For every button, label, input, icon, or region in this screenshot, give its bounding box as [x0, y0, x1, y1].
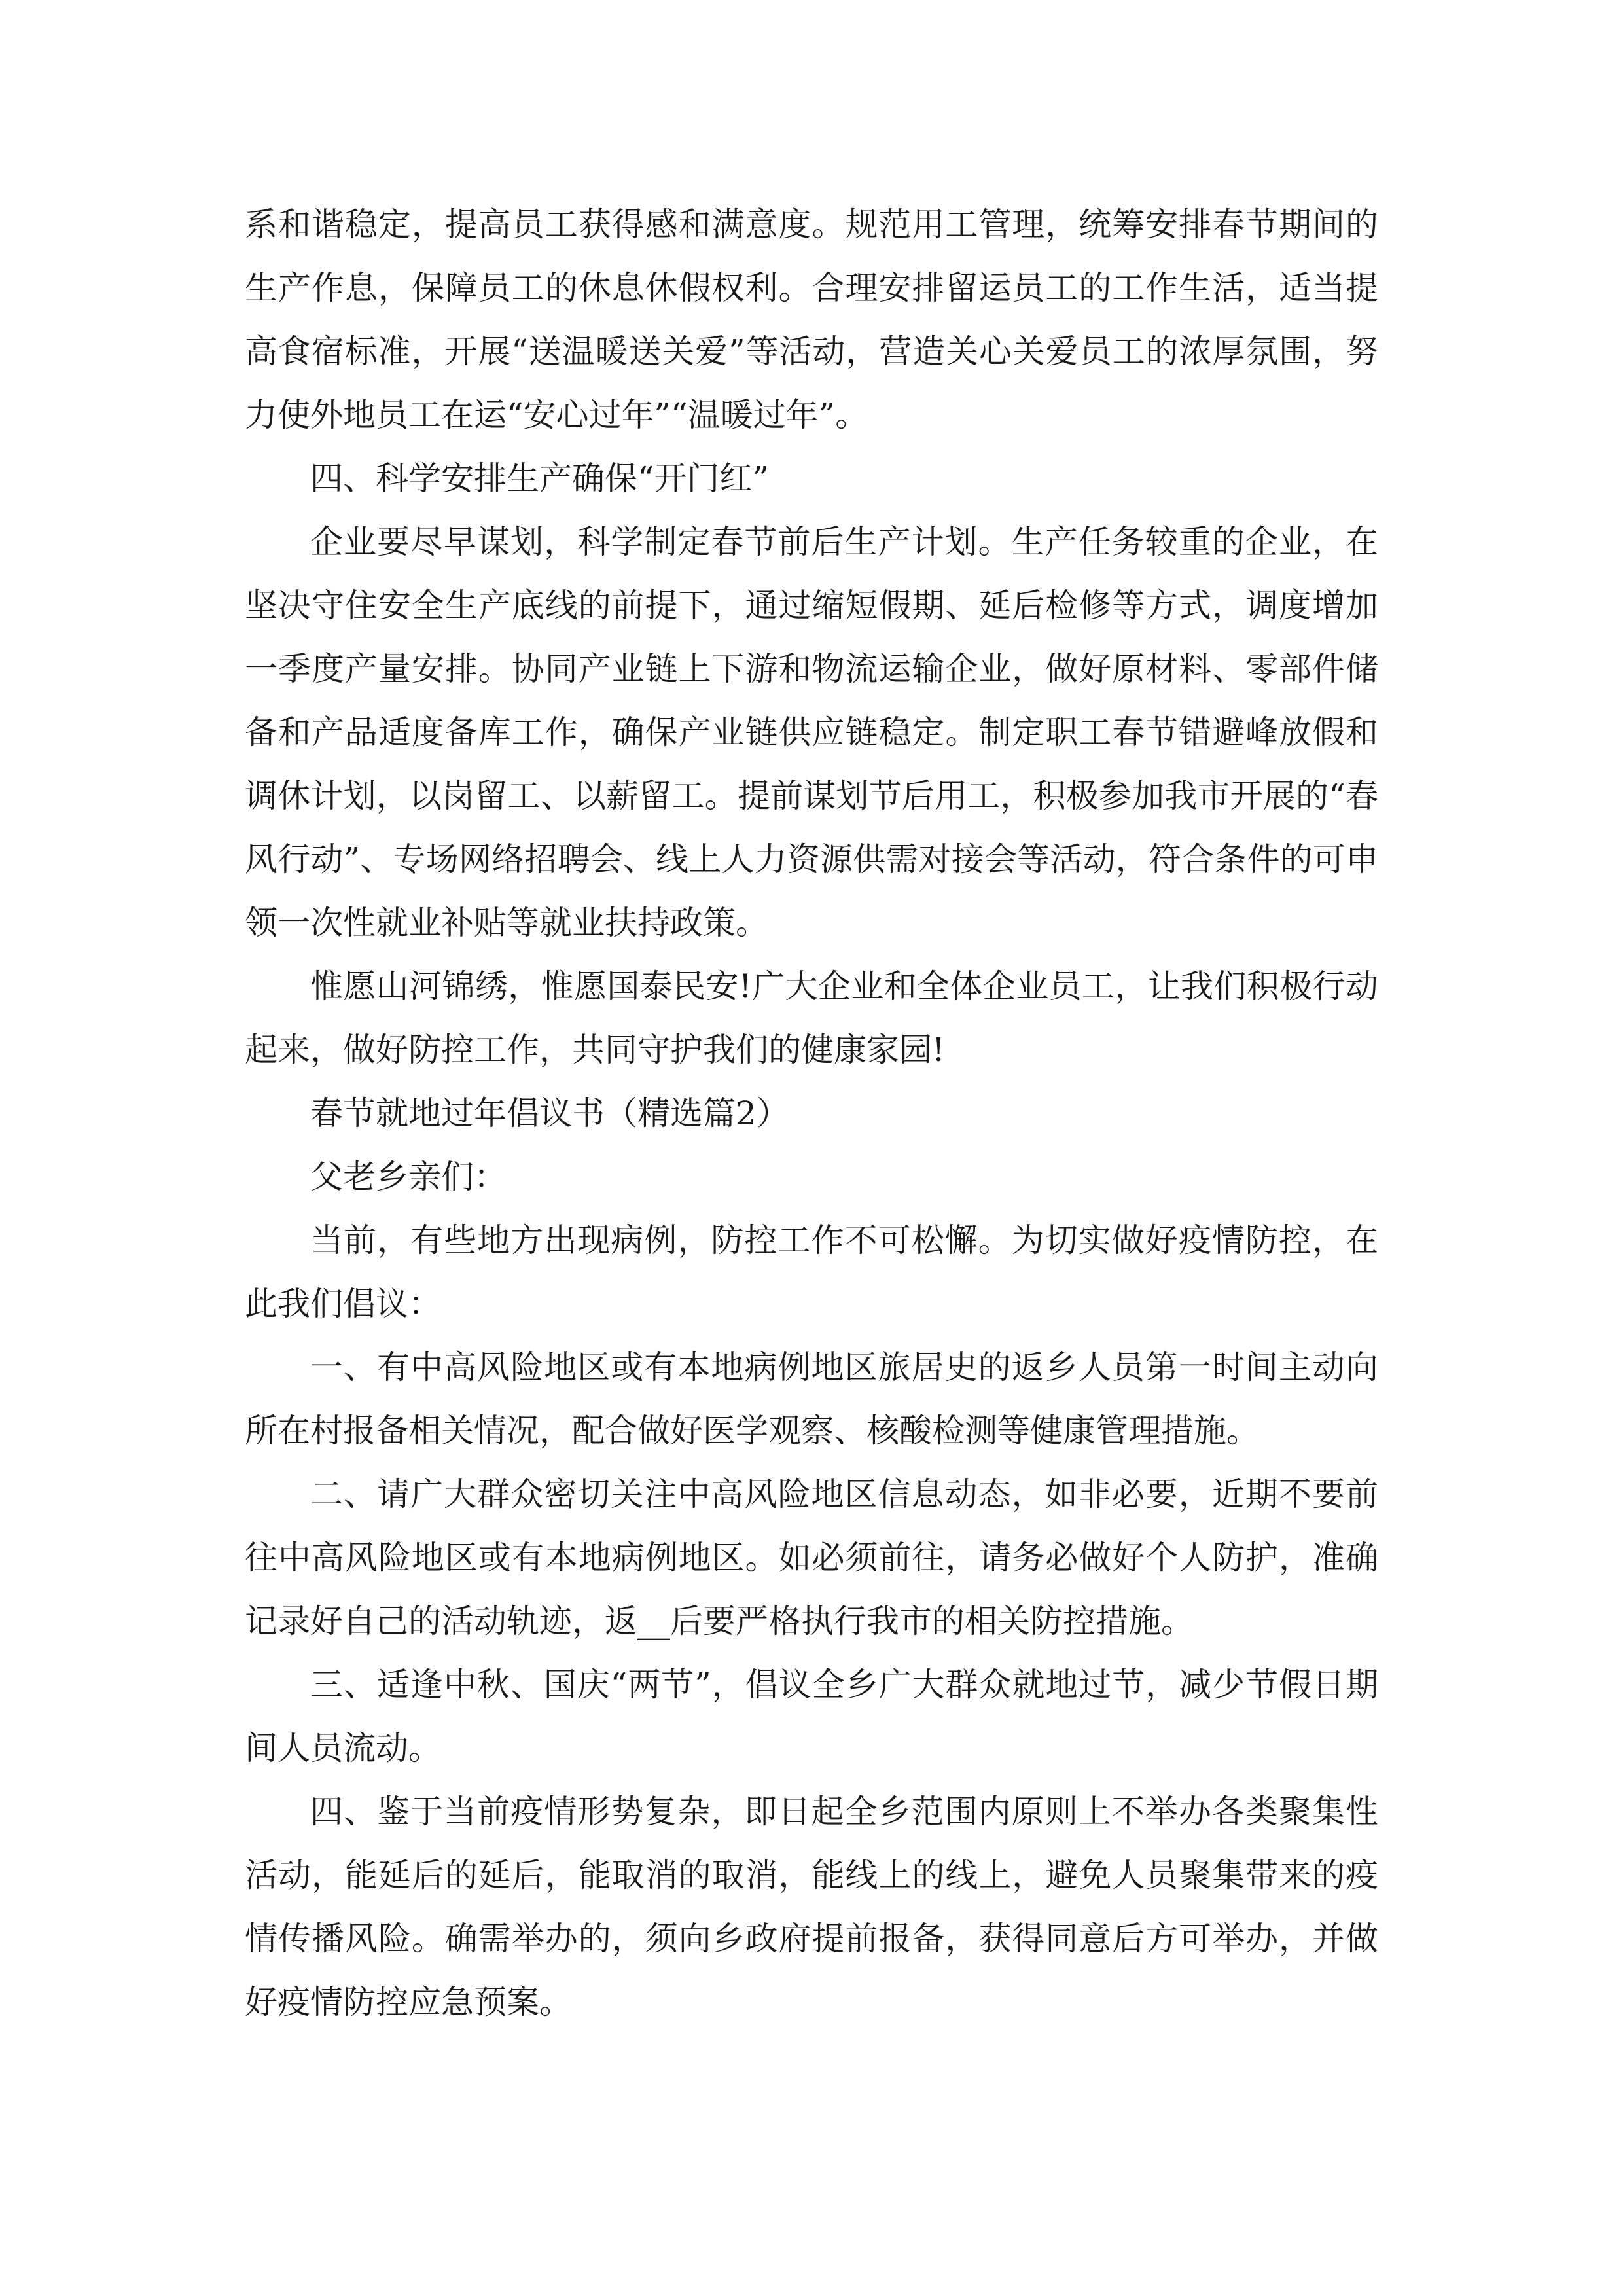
heading-proposal-2: 春节就地过年倡议书（精选篇2）: [310, 1094, 789, 1132]
paragraph-closing-wish: 惟愿山河锦绣，惟愿国泰民安!广大企业和全体企业员工，让我们积极行动起来，做好防控工作，共同守护我们的健康家园!: [245, 967, 1378, 1069]
proposal-item-1: 一、有中高风险地区或有本地病例地区旅居史的返乡人员第一时间主动向所在村报备相关情况，配合做好医学观察、核酸检测等健康管理措施。: [245, 1348, 1378, 1450]
paragraph-intro: 当前，有些地方出现病例，防控工作不可松懈。为切实做好疫情防控，在此我们倡议：: [245, 1221, 1378, 1323]
paragraph-continuation: 系和谐稳定，提高员工获得感和满意度。规范用工管理，统筹安排春节期间的生产作息，保障员工的休息休假权利。合理安排留运员工的工作生活，适当提高食宿标准，开展“送温暖送关爱”等活动，营造关心关爱员工的浓厚氛围，努力使外地员工在运“安心过年”“温暖过年”。: [245, 206, 1378, 434]
paragraph-production-plan: 企业要尽早谋划，科学制定春节前后生产计划。生产任务较重的企业，在坚决守住安全生产底线的前提下，通过缩短假期、延后检修等方式，调度增加一季度产量安排。协同产业链上下游和物流运输企业，做好原材料、零部件储备和产品适度备库工作，确保产业链供应链稳定。制定职工春节错避峰放假和调休计划，以岗留工、以薪留工。提前谋划节后用工，积极参加我市开展的“春风行动”、专场网络招聘会、线上人力资源供需对接会等活动，符合条件的可申领一次性就业补贴等就业扶持政策。: [245, 523, 1378, 942]
proposal-item-2: 二、请广大群众密切关注中高风险地区信息动态，如非必要，近期不要前往中高风险地区或有本地病例地区。如必须前往，请务必做好个人防护，准确记录好自己的活动轨迹，返__后要严格执行我市的相关防控措施。: [245, 1475, 1378, 1640]
heading-section-four: 四、科学安排生产确保“开门红”: [310, 459, 770, 497]
proposal-item-4: 四、鉴于当前疫情形势复杂，即日起全乡范围内原则上不举办各类聚集性活动，能延后的延后，能取消的取消，能线上的线上，避免人员聚集带来的疫情传播风险。确需举办的，须向乡政府提前报备，获得同意后方可举办，并做好疫情防控应急预案。: [245, 1793, 1378, 2021]
document-body: [245, 193, 1378, 2034]
proposal-item-3: 三、适逢中秋、国庆“两节”，倡议全乡广大群众就地过节，减少节假日期间人员流动。: [245, 1666, 1378, 1767]
salutation: 父老乡亲们：: [310, 1158, 507, 1196]
